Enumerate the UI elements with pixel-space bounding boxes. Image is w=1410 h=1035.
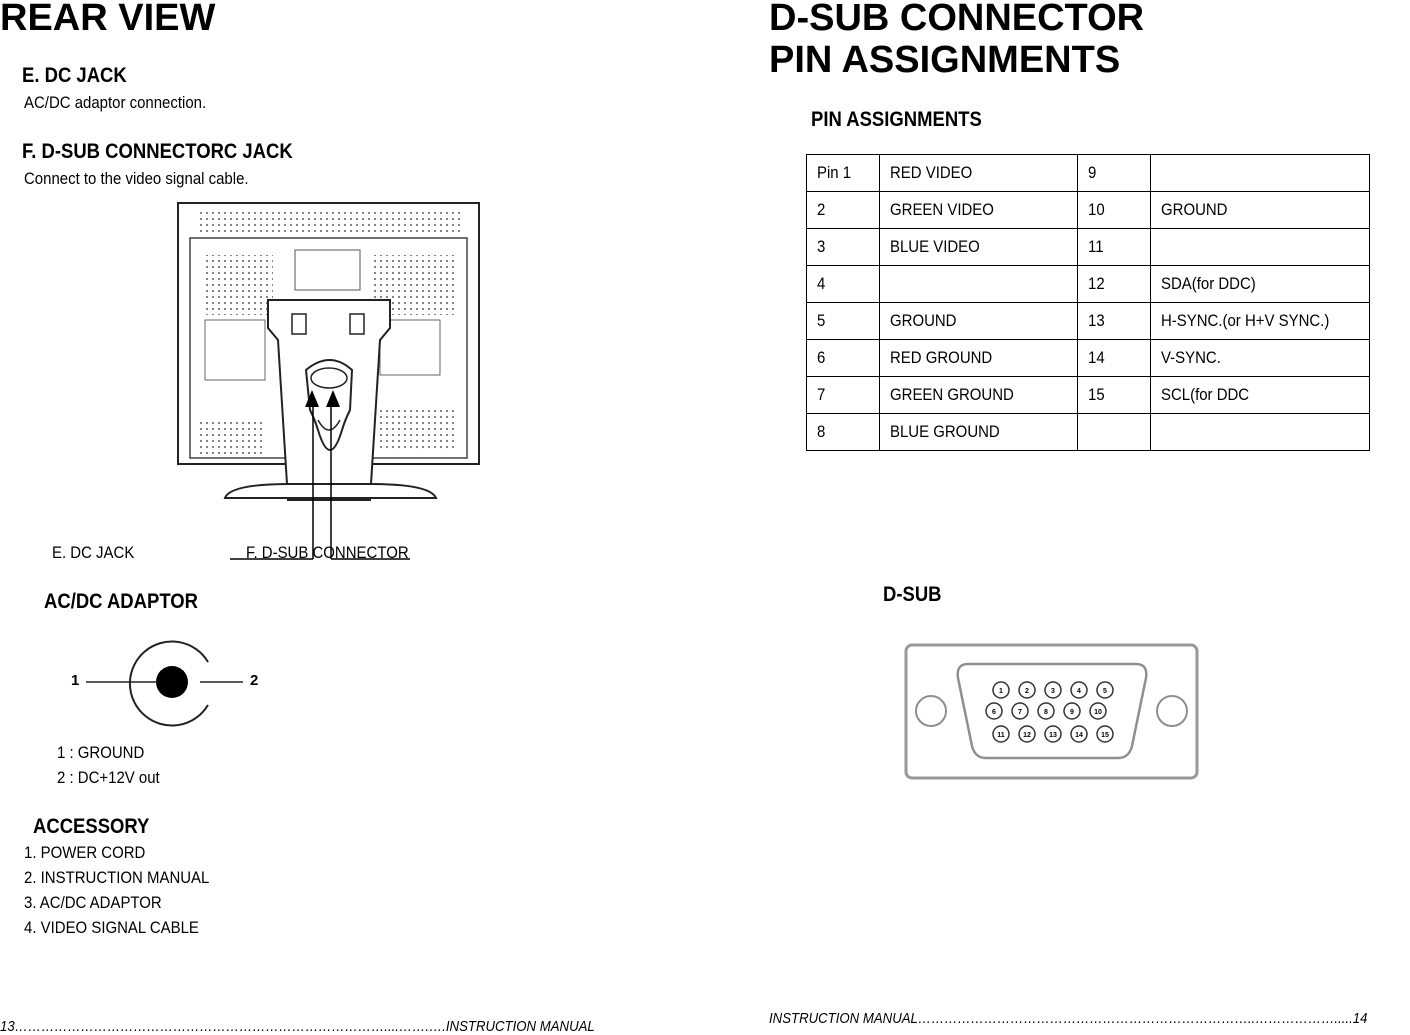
polarity-legend-dc: 2 : DC+12V out <box>57 768 160 787</box>
dsub-pin-number: 7 <box>1018 709 1022 716</box>
footer-left: 13…………………………………………………………………………....…….….INSTRUCTION MANUAL <box>0 1018 595 1035</box>
pin-table-cell-text: 7 <box>817 385 826 404</box>
pin-table-cell-text: H-SYNC.(or H+V SYNC.) <box>1161 311 1330 330</box>
page-title-line2: PIN ASSIGNMENTS <box>769 39 1121 81</box>
pin-table-cell-text: RED GROUND <box>890 348 993 367</box>
dsub-diagram-label: D-SUB <box>883 583 942 606</box>
pin-table-cell-text: GROUND <box>1161 200 1228 219</box>
dsub-pin-number: 5 <box>1103 688 1107 695</box>
pin-table-cell-text: 10 <box>1088 200 1105 219</box>
pin-table-cell-text: SDA(for DDC) <box>1161 274 1256 293</box>
adaptor-heading: AC/DC ADAPTOR <box>44 590 199 613</box>
pin-table-cell-text: 5 <box>817 311 826 330</box>
pin-table-cell-text: Pin 1 <box>817 163 852 182</box>
accessory-item: 1. POWER CORD <box>24 843 146 862</box>
pin-table-cell-text: 8 <box>817 422 826 441</box>
pin-table-cell-text: 6 <box>817 348 826 367</box>
dsub-jack-description: Connect to the video signal cable. <box>24 169 249 188</box>
accessory-item: 2. INSTRUCTION MANUAL <box>24 868 210 887</box>
pin-table-cell-text: GREEN GROUND <box>890 385 1014 404</box>
pin-table-cell-text: 13 <box>1088 311 1105 330</box>
dsub-pin-number: 10 <box>1094 709 1102 716</box>
page-title-line1: D-SUB CONNECTOR <box>769 0 1145 39</box>
page-title-rear-view: REAR VIEW <box>0 0 216 39</box>
dsub-pin-number: 6 <box>992 709 996 716</box>
pin-table-cell-text: V-SYNC. <box>1161 348 1221 367</box>
dsub-pin-number: 1 <box>999 688 1003 695</box>
dsub-pin-number: 12 <box>1023 732 1031 739</box>
dsub-pin-number: 15 <box>1101 732 1109 739</box>
accessory-item: 3. AC/DC ADAPTOR <box>24 893 162 912</box>
pin-table-heading: PIN ASSIGNMENTS <box>811 108 982 131</box>
dc-jack-description: AC/DC adaptor connection. <box>24 93 207 112</box>
dc-jack-heading: E. DC JACK <box>22 64 127 87</box>
pin-table-cell-text: BLUE GROUND <box>890 422 1000 441</box>
pin-table-cell-text: GREEN VIDEO <box>890 200 994 219</box>
dsub-jack-heading: F. D-SUB CONNECTORC JACK <box>22 140 293 163</box>
pin-table-cell-text: SCL(for DDC <box>1161 385 1250 404</box>
dsub-pin-number: 9 <box>1070 709 1074 716</box>
pin-table-cell-text: 15 <box>1088 385 1105 404</box>
pin-table-cell-text: 2 <box>817 200 826 219</box>
dsub-pin-number: 8 <box>1044 709 1048 716</box>
polarity-legend-ground: 1 : GROUND <box>57 743 145 762</box>
polarity-pin-2-label: 2 <box>250 672 259 689</box>
dsub-pin-number: 4 <box>1077 688 1081 695</box>
dsub-pin-number: 11 <box>997 732 1005 739</box>
dsub-pin-number: 2 <box>1025 688 1029 695</box>
pin-table-cell-text: 12 <box>1088 274 1105 293</box>
pin-table-cell-text: 4 <box>817 274 826 293</box>
polarity-pin-1-label: 1 <box>71 672 80 689</box>
pin-table-cell-text: 3 <box>817 237 826 256</box>
figure-label-dsub-connector: F. D-SUB CONNECTOR <box>246 543 409 562</box>
footer-right: INSTRUCTION MANUAL…………………………………………………………………..……………….....14 <box>769 1010 1368 1027</box>
pin-table-cell-text: 11 <box>1088 237 1104 256</box>
dsub-pin-number: 14 <box>1075 732 1083 739</box>
pin-table-cell-text: GROUND <box>890 311 957 330</box>
pin-table-cell-text: RED VIDEO <box>890 163 973 182</box>
pin-table-cell-text: BLUE VIDEO <box>890 237 980 256</box>
accessory-item: 4. VIDEO SIGNAL CABLE <box>24 918 199 937</box>
figure-label-dc-jack: E. DC JACK <box>52 543 135 562</box>
dsub-pin-number: 13 <box>1049 732 1057 739</box>
pin-table-cell-text: 9 <box>1088 163 1097 182</box>
pin-table-cell-text: 14 <box>1088 348 1105 367</box>
accessory-heading: ACCESSORY <box>33 815 150 838</box>
dsub-pin-number: 3 <box>1051 688 1055 695</box>
